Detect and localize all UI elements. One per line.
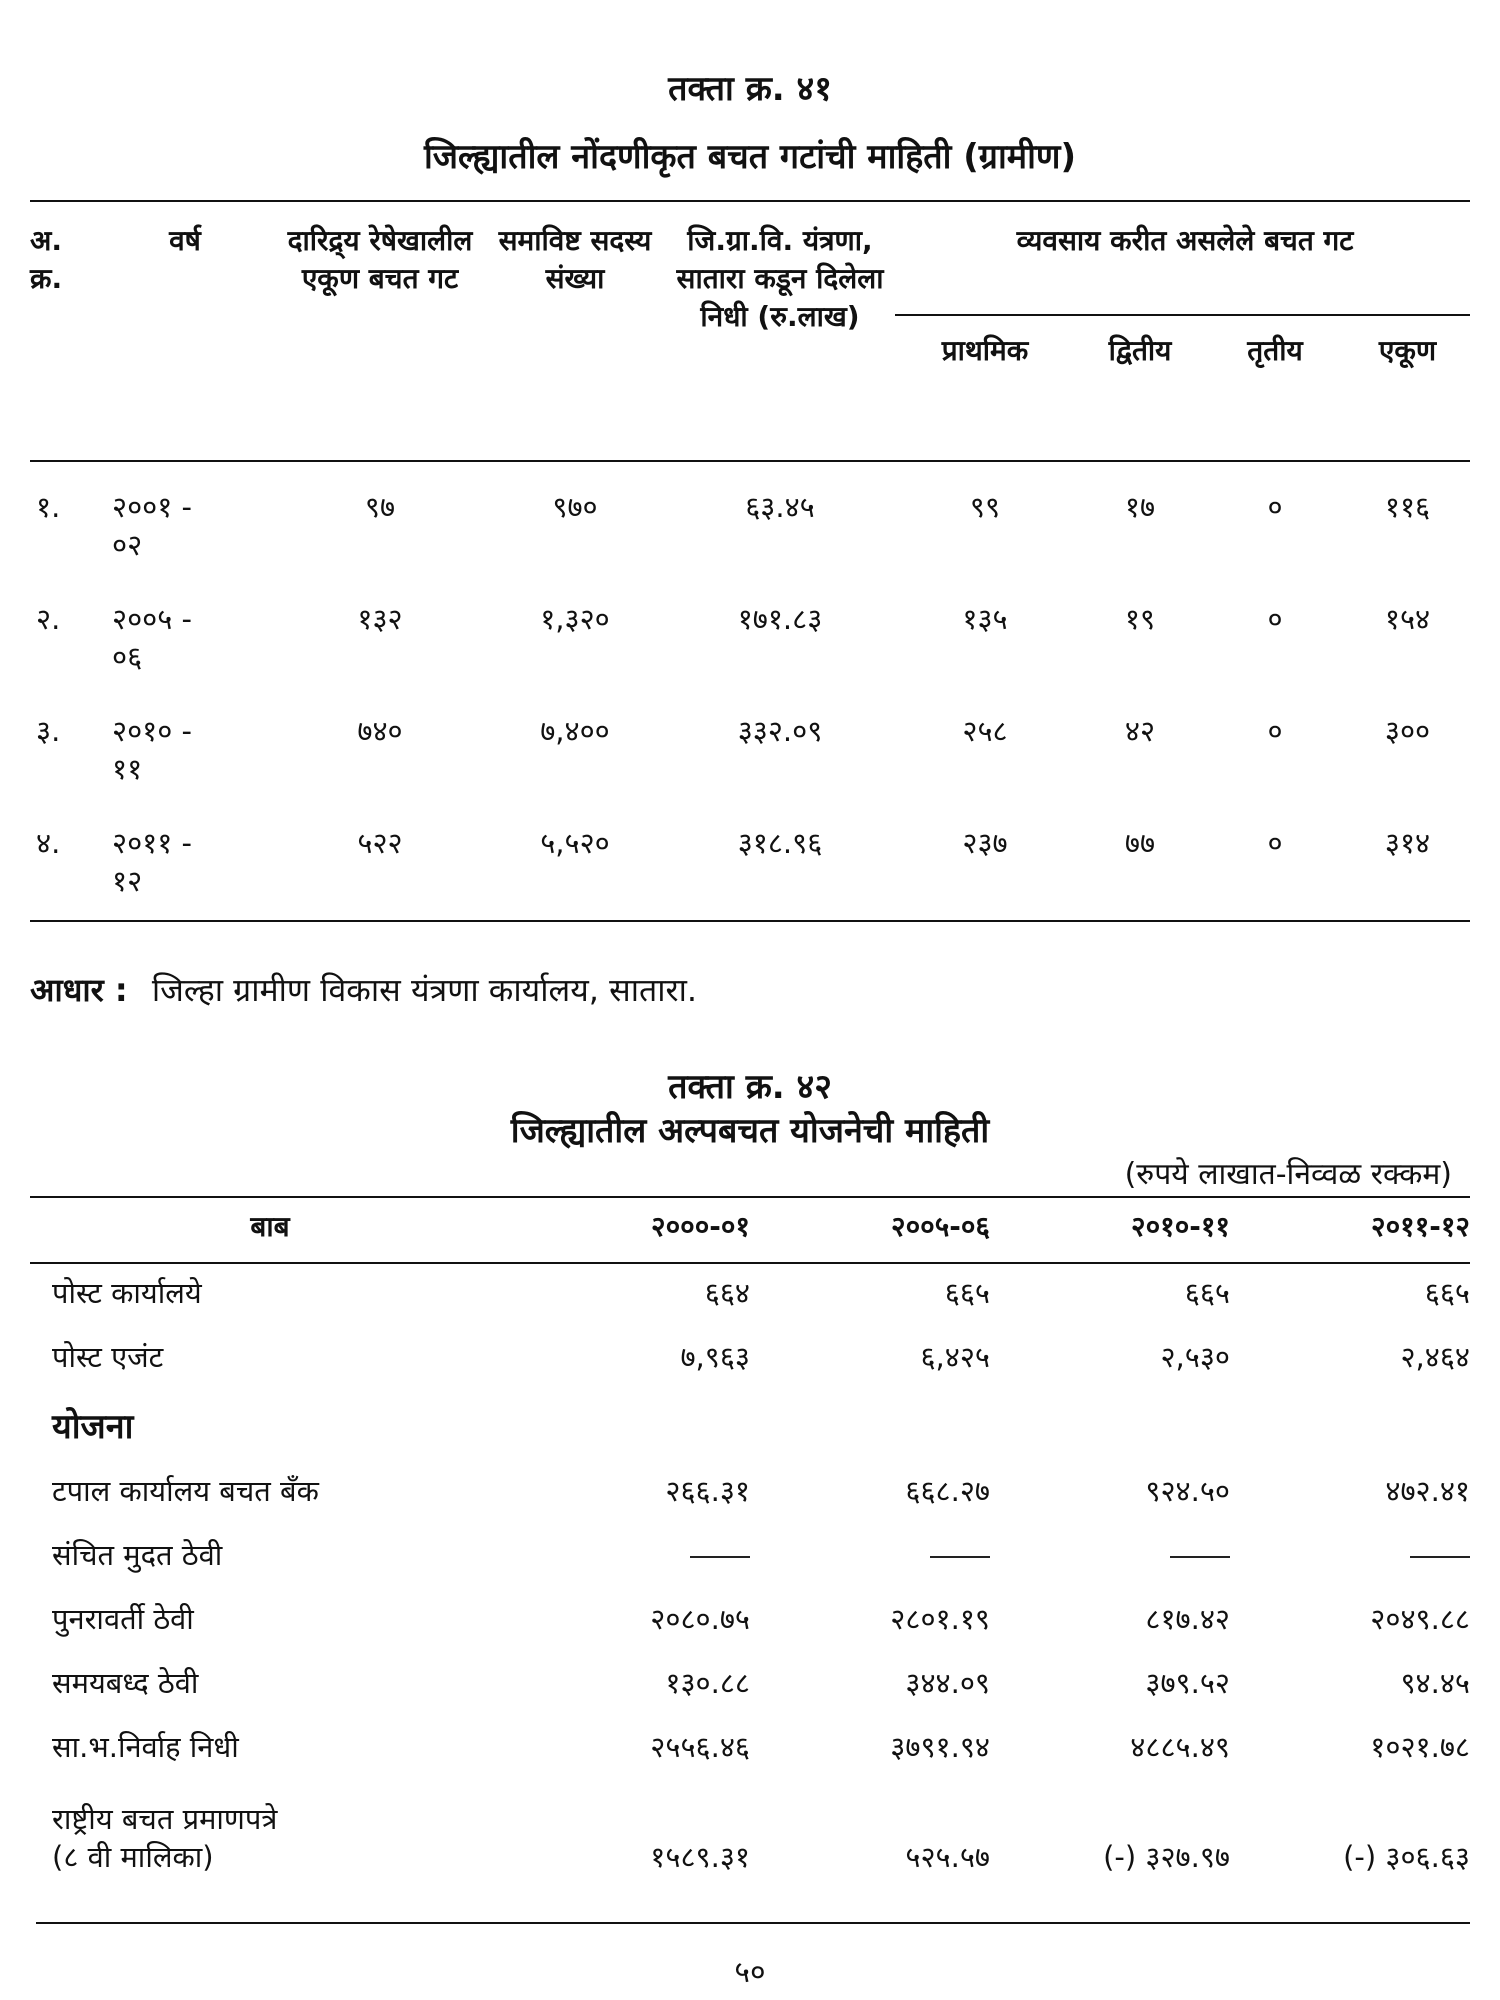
- row-total: ११६: [1384, 490, 1431, 524]
- row-item: पुनरावर्ती ठेवी: [52, 1602, 194, 1636]
- row-value-2: ३७९१.९४: [890, 1730, 990, 1764]
- row-bpl-total: ५२२: [357, 826, 403, 860]
- row-year-start: २०१० -: [112, 714, 193, 748]
- table41-title: तक्ता क्र. ४१: [668, 69, 832, 109]
- row-item: संचित मुदत ठेवी: [52, 1538, 223, 1572]
- row-primary: २३७: [962, 826, 1008, 860]
- row-item: पोस्ट कार्यालये: [52, 1276, 202, 1310]
- table42-subtitle: जिल्ह्यातील अल्पबचत योजनेची माहिती: [510, 1111, 990, 1151]
- row-value-1: २५५६.४६: [650, 1730, 750, 1764]
- row-year-start: २००५ -: [112, 602, 193, 636]
- header-secondary: द्वितीय: [1108, 334, 1172, 367]
- row-sr: २.: [36, 602, 61, 636]
- row-fund: ३३२.०९: [737, 714, 823, 748]
- row-fund: ६३.४५: [745, 490, 815, 524]
- row-value-4: ९४.४५: [1400, 1666, 1470, 1700]
- header-total: एकूण: [1378, 334, 1437, 367]
- row-item-line-2: (८ वी मालिका): [52, 1840, 214, 1874]
- row-value-2: ६६५: [944, 1276, 990, 1310]
- table42-bottom-rule: [36, 1922, 1470, 1924]
- row-value-3: ६६५: [1184, 1276, 1230, 1310]
- header-primary: प्राथमिक: [941, 334, 1029, 367]
- row-members: ९७०: [552, 490, 598, 524]
- header-item: बाब: [250, 1210, 290, 1243]
- row-value-1: ६६४: [704, 1276, 750, 1310]
- row-bpl-total: ७४०: [357, 714, 403, 748]
- row-value-3: २,५३०: [1160, 1340, 1230, 1374]
- source-text: जिल्हा ग्रामीण विकास यंत्रणा कार्यालय, सातारा.: [151, 971, 698, 1009]
- table42-top-rule: [30, 1196, 1470, 1198]
- page-number: ५०: [734, 1955, 766, 1990]
- empty-dash: [1410, 1556, 1470, 1558]
- header-bpl-total: दारिद्र्य रेषेखालील एकूण बचत गट: [287, 224, 473, 295]
- row-fund: १७१.८३: [737, 602, 823, 636]
- row-value-2: २८०१.१९: [890, 1602, 990, 1636]
- row-item: टपाल कार्यालय बचत बँक: [52, 1474, 319, 1508]
- row-total: ३१४: [1384, 826, 1431, 860]
- row-value-4: २,४६४: [1400, 1340, 1470, 1374]
- row-value-4: ६६५: [1424, 1276, 1470, 1310]
- row-sr: ४.: [36, 826, 61, 860]
- table42-header-rule: [30, 1262, 1470, 1264]
- row-tertiary: ०: [1267, 826, 1283, 860]
- header-sr: अ. क्र.: [30, 224, 63, 295]
- row-tertiary: ०: [1267, 602, 1283, 636]
- table41-subtitle: जिल्ह्यातील नोंदणीकृत बचत गटांची माहिती (ग्रामीण): [423, 137, 1077, 177]
- header-members: समाविष्ट सदस्य संख्या: [498, 224, 652, 295]
- row-members: ७,४००: [540, 714, 610, 748]
- row-value-1: १५८९.३१: [650, 1840, 750, 1874]
- unit-note: (रुपये लाखात-निव्वळ रक्कम): [1124, 1157, 1452, 1192]
- table41-header-rule: [30, 460, 1470, 462]
- header-year-1: २०००-०१: [651, 1210, 750, 1243]
- row-primary: १३५: [962, 602, 1008, 636]
- row-primary: ९९: [969, 490, 1001, 524]
- empty-dash: [1170, 1556, 1230, 1558]
- row-item: पोस्ट एजंट: [52, 1340, 164, 1374]
- row-value-3: ९२४.५०: [1145, 1474, 1230, 1508]
- row-year-end: ०२: [112, 528, 143, 562]
- row-sr: ३.: [36, 714, 61, 748]
- header-year: वर्ष: [169, 224, 201, 257]
- row-secondary: ४२: [1124, 714, 1156, 748]
- row-year-end: ०६: [112, 640, 143, 674]
- source-label: आधार :: [30, 971, 128, 1009]
- row-secondary: १९: [1124, 602, 1156, 636]
- section-label: योजना: [52, 1407, 134, 1447]
- table42-title: तक्ता क्र. ४२: [668, 1067, 832, 1107]
- source-note: [30, 968, 697, 1011]
- row-bpl-total: ९७: [364, 490, 396, 524]
- header-tertiary: तृतीय: [1247, 334, 1303, 367]
- row-value-1: १३०.८८: [665, 1666, 750, 1700]
- row-year-start: २०११ -: [112, 826, 193, 860]
- row-item-line-1: राष्ट्रीय बचत प्रमाणपत्रे: [52, 1802, 278, 1836]
- row-value-3: (-) ३२७.९७: [1103, 1840, 1230, 1874]
- row-fund: ३१८.९६: [737, 826, 823, 860]
- row-members: १,३२०: [540, 602, 610, 636]
- row-value-3: ४८८५.४९: [1130, 1730, 1230, 1764]
- row-value-4: ४७२.४१: [1385, 1474, 1470, 1508]
- row-bpl-total: १३२: [357, 602, 403, 636]
- row-tertiary: ०: [1267, 714, 1283, 748]
- empty-dash: [930, 1556, 990, 1558]
- row-value-4: २०४९.८८: [1370, 1602, 1470, 1636]
- table41-top-rule: [30, 200, 1470, 202]
- header-year-4: २०११-१२: [1371, 1210, 1470, 1243]
- row-total: ३००: [1384, 714, 1431, 748]
- row-year-end: ११: [112, 752, 143, 786]
- row-value-3: ३७९.५२: [1145, 1666, 1230, 1700]
- row-value-4: १०२१.७८: [1370, 1730, 1470, 1764]
- empty-dash: [690, 1556, 750, 1558]
- header-business-group: व्यवसाय करीत असलेले बचत गट: [1016, 224, 1354, 257]
- header-year-2: २००५-०६: [891, 1210, 990, 1243]
- table41-bottom-rule: [30, 920, 1470, 922]
- row-value-1: २६६.३१: [665, 1474, 750, 1508]
- header-year-3: २०१०-११: [1131, 1210, 1230, 1243]
- row-value-4: (-) ३०६.६३: [1343, 1840, 1470, 1874]
- row-total: १५४: [1384, 602, 1431, 636]
- row-year-start: २००१ -: [112, 490, 193, 524]
- row-value-1: ७,९६३: [680, 1340, 750, 1374]
- row-sr: १.: [36, 490, 61, 524]
- header-sub-rule: [895, 314, 1470, 316]
- row-primary: २५८: [962, 714, 1008, 748]
- row-value-2: ३४४.०९: [905, 1666, 990, 1700]
- row-members: ५,५२०: [540, 826, 610, 860]
- row-secondary: १७: [1124, 490, 1156, 524]
- row-item: समयबध्द ठेवी: [52, 1666, 199, 1700]
- row-secondary: ७७: [1124, 826, 1156, 860]
- row-year-end: १२: [112, 864, 143, 898]
- row-value-3: ८१७.४२: [1145, 1602, 1230, 1636]
- row-tertiary: ०: [1267, 490, 1283, 524]
- row-item: सा.भ.निर्वाह निधी: [52, 1730, 239, 1764]
- row-value-2: ५२५.५७: [905, 1840, 990, 1874]
- row-value-1: २०८०.७५: [650, 1602, 750, 1636]
- row-value-2: ६,४२५: [920, 1340, 990, 1374]
- header-fund: जि.ग्रा.वि. यंत्रणा, सातारा कडून दिलेला निधी (रु.लाख): [676, 224, 884, 333]
- row-value-2: ६६८.२७: [905, 1474, 990, 1508]
